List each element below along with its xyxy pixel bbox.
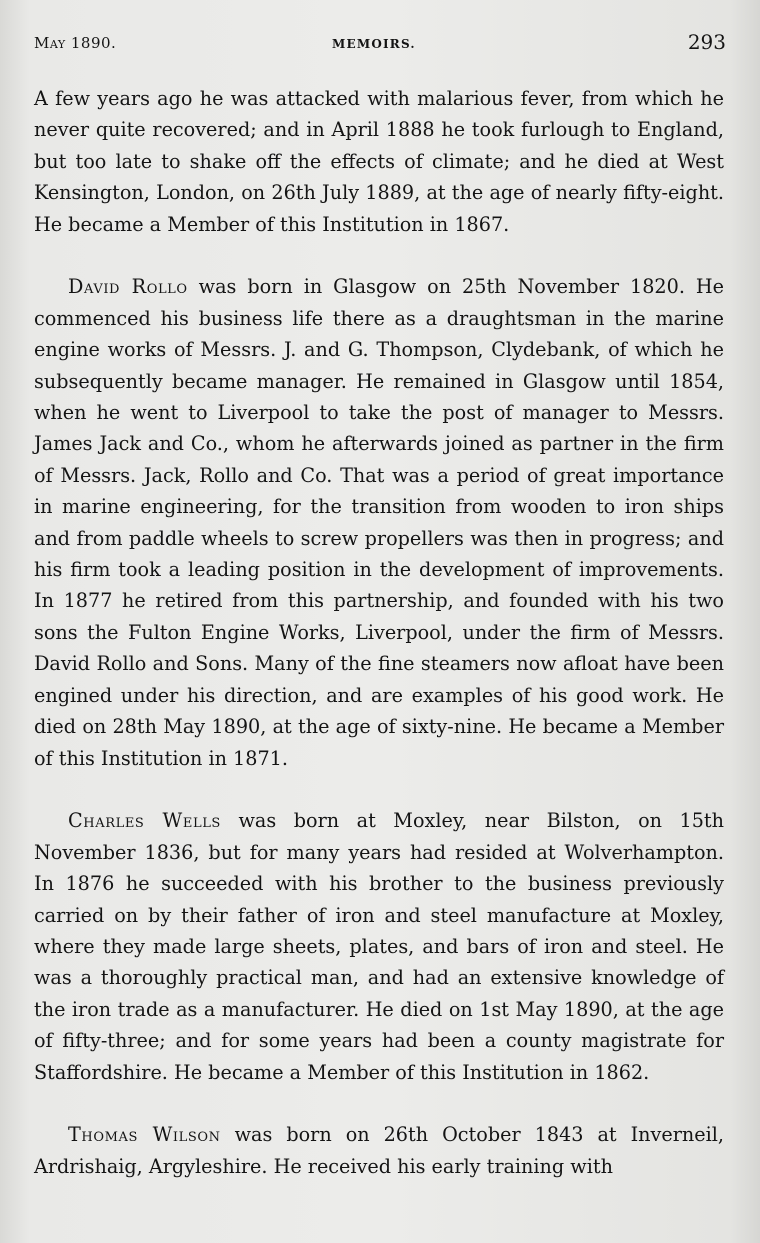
paragraph-text: was born in Glasgow on 25th November 1820. He commenced his business life there as a draughtsman in the marine engine works of Messrs. J. and G. Thompson, Clydebank, of which he subsequently became manager. He remained in Glasgow until 1854, when he went to Liverpool to take the post of manager to Messrs. James Jack and Co., whom he afterwards joined as partner in the firm of Messrs. Jack, Rollo and Co. That was a period of great importance in marine engineering, for the transition from wooden to iron ships and from paddle wheels to screw propellers was then in progress; and his firm took a leading position in the development of improvements. In 1877 he retired from this partnership, and founded with his two sons the Fulton Engine Works, Liverpool, under the firm of Messrs. David Rollo and Sons. Many of the fine steamers now afloat have been engined under his direction, and are examples of his good work. He died on 28th May 1890, at the age of sixty-nine. He became a Member of this Institution in 1871. <box>34 275 724 770</box>
memoir-david-rollo <box>34 271 724 774</box>
running-header <box>34 30 726 60</box>
memoir-name: Charles Wells <box>68 809 221 833</box>
paragraph-text: was born on 26th October 1843 at Inverneil, Ardrishaig, Argyleshire. He received his early training with <box>34 1123 724 1178</box>
paragraph-continuation <box>34 83 724 240</box>
paragraph-text: A few years ago he was attacked with malarious fever, from which he never quite recovered; and in April 1888 he took furlough to England, but too late to shake off the effects of climate; and he died at West Kensington, London, on 26th July 1889, at the age of nearly fifty-eight. He became a Member of this Institution in 1867. <box>34 87 724 236</box>
memoir-name: David Rollo <box>68 275 188 299</box>
memoir-thomas-wilson <box>34 1119 724 1182</box>
paragraph-text: was born at Moxley, near Bilston, on 15th November 1836, but for many years had resided at Wolverhampton. In 1876 he succeeded with his brother to the business previously carried on by their father of iron and steel manufacture at Moxley, where they made large sheets, plates, and bars of iron and steel. He was a thoroughly practical man, and had an extensive knowledge of the iron trade as a manufacturer. He died on 1st May 1890, at the age of fifty-three; and for some years had been a county magistrate for Staffordshire. He became a Member of this Institution in 1862. <box>34 809 724 1084</box>
body-text <box>34 83 724 1214</box>
memoir-name: Thomas Wilson <box>68 1123 221 1147</box>
memoir-charles-wells <box>34 805 724 1088</box>
header-section-title: MEMOIRS. <box>332 37 416 51</box>
header-date: May 1890. <box>34 34 117 52</box>
page-number: 293 <box>687 30 726 54</box>
